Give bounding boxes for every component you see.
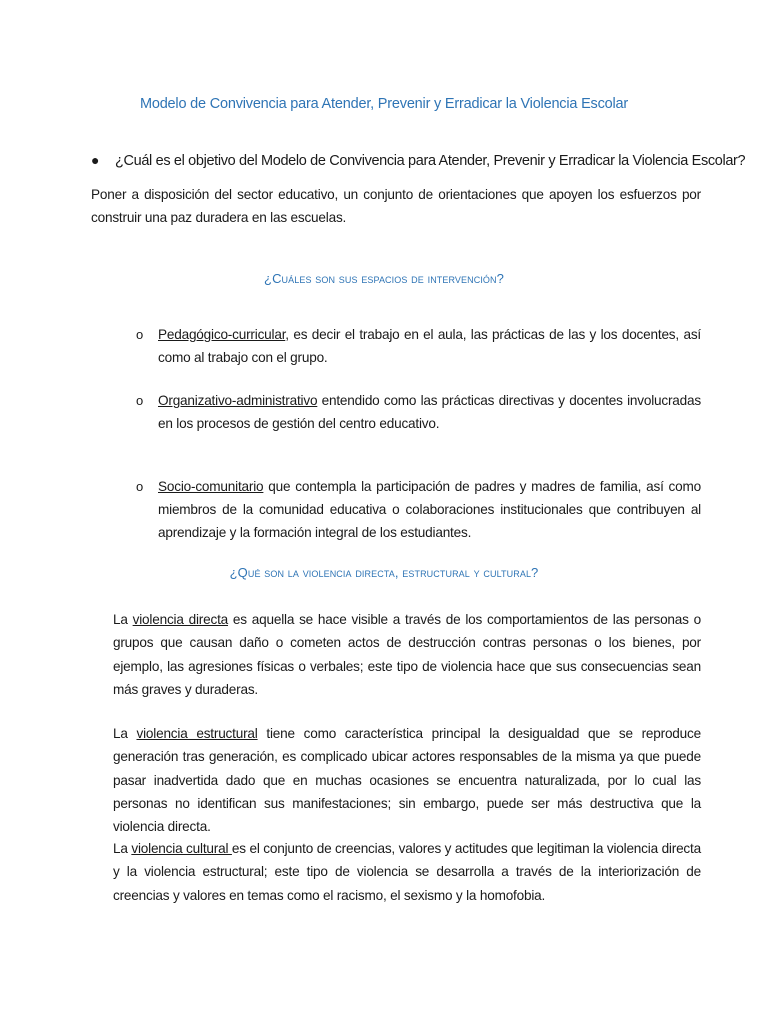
question-text: ¿Cuál es el objetivo del Modelo de Convivencia para Atender, Prevenir y Erradicar la Violencia Escolar?	[115, 153, 746, 169]
violence-description: es aquella se hace visible a través de los comportamientos de las personas o grupos que causan daño o cometen actos de destrucción contras personas o los bienes, por ejemplo, las agresiones físicas o verbales; este tipo de violencia hace que sus consecuencias sean más graves y duraderas.	[113, 612, 701, 697]
circle-bullet-icon: o	[136, 327, 144, 342]
objective-answer: Poner a disposición del sector educativo, un conjunto de orientaciones que apoyen los esfuerzos por construir una paz duradera en las escuelas.	[91, 187, 701, 225]
violence-term: violencia directa	[132, 612, 229, 627]
intervention-term: Pedagógico-curricular	[158, 327, 286, 342]
intervention-description: , es decir el trabajo en el aula, las prácticas de las y los docentes, así como al trabajo con el grupo.	[158, 327, 701, 365]
intervention-term: Organizativo-administrativo	[158, 393, 318, 408]
paragraph-prefix: La	[113, 726, 137, 741]
intervention-description: entendido como las prácticas directivas y docentes involucradas en los procesos de gestión del centro educativo.	[158, 393, 701, 431]
objective-question	[91, 152, 746, 169]
intervention-term: Socio-comunitario	[158, 479, 264, 494]
violence-paragraph-cultural	[113, 837, 701, 907]
intervention-description: que contempla la participación de padres y madres de familia, así como miembros de la comunidad educativa o colaboraciones institucionales que contribuyen al aprendizaje y la formación integral de los estudiantes.	[158, 479, 701, 540]
circle-bullet-icon: o	[136, 479, 144, 494]
paragraph-prefix: La	[113, 841, 132, 856]
violence-term: violencia cultural	[131, 841, 232, 856]
violence-description: tiene como característica principal la desigualdad que se reproduce generación tras generación, es complicado ubicar actores responsables de la misma ya que puede pasar inadvertida dado que en muchas ocasiones se encuentra naturalizada, por lo cual las personas no identifican sus manifestaciones; sin embargo, puede ser más destructiva que la violencia directa.	[113, 726, 701, 835]
violence-paragraph-structural	[113, 722, 701, 838]
violence-types-heading: ¿Qué son la violencia directa, estructural y cultural?	[229, 565, 539, 580]
intervention-heading: ¿Cuáles son sus espacios de intervención?	[264, 271, 504, 286]
paragraph-prefix: La	[113, 612, 133, 627]
document-title: Modelo de Convivencia para Atender, Prevenir y Erradicar la Violencia Escolar	[139, 96, 629, 112]
violence-description: es el conjunto de creencias, valores y actitudes que legitiman la violencia directa y la violencia estructural; este tipo de violencia se desarrolla a través de la interiorización de creencias y valores en temas como el racismo, el sexismo y la homofobia.	[113, 841, 701, 903]
violence-term: violencia estructural	[136, 726, 258, 741]
bullet-icon: ●	[91, 152, 100, 168]
circle-bullet-icon: o	[136, 393, 144, 408]
violence-paragraph-direct	[113, 608, 701, 701]
